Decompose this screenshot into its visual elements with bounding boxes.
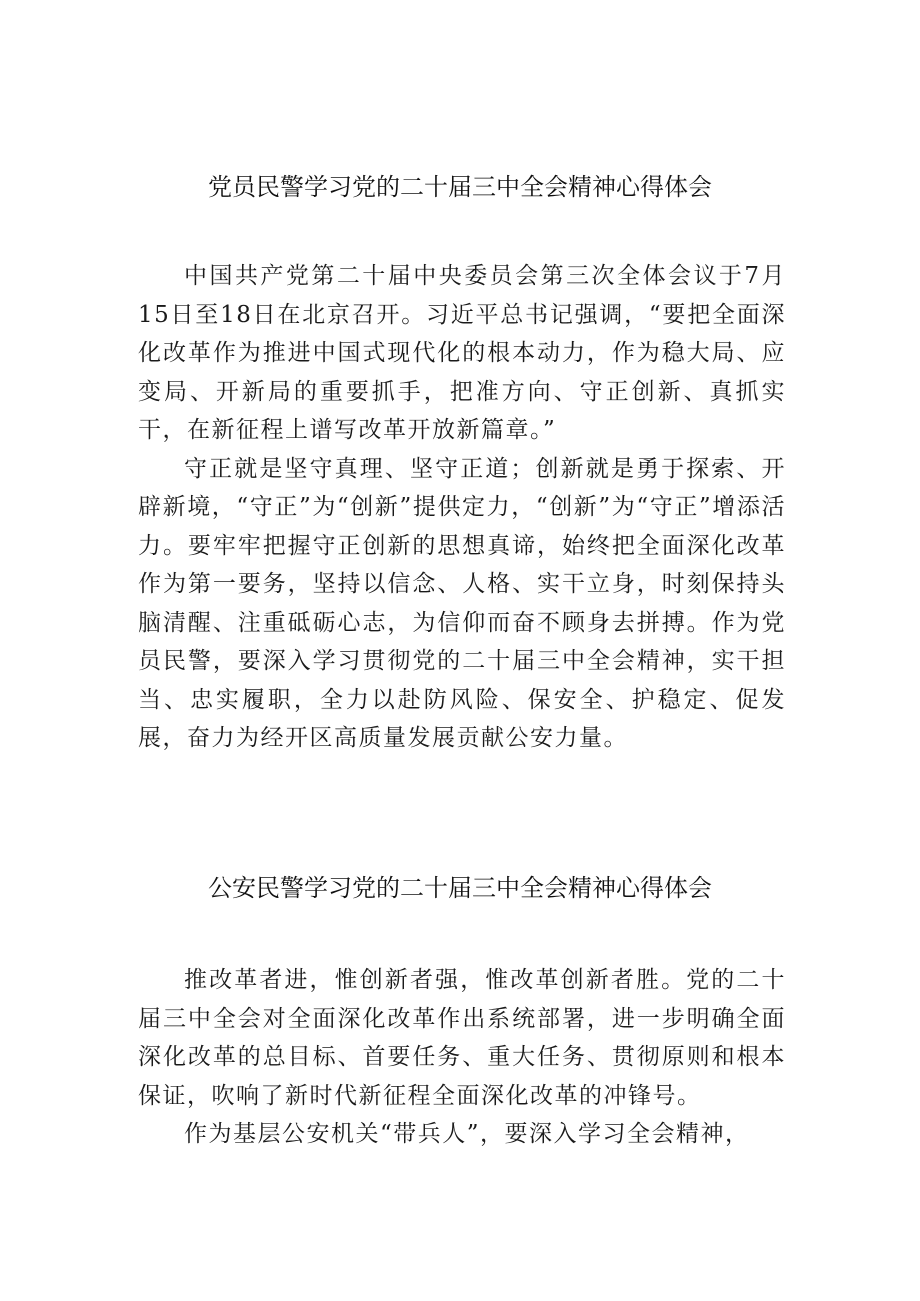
- section-2-title: 公安民警学习党的二十届三中全会精神心得体会: [208, 874, 712, 902]
- section-1-body: [138, 257, 786, 758]
- section-2-paragraph-2: 作为基层公安机关“带兵人”，要深入学习全会精神，: [184, 1121, 750, 1147]
- section-1-paragraph-1: 中国共产党第二十届中央委员会第三次全体会议于7月15日至18日在北京召开。习近平总书记强调，“要把全面深化改革作为推进中国式现代化的根本动力，作为稳大局、应变局、开新局的重要抓手，把准方向、守正创新、真抓实干，在新征程上谱写改革开放新篇章。”: [138, 263, 786, 443]
- section-1-paragraph-2: 守正就是坚守真理、坚守正道；创新就是勇于探索、开辟新境，“守正”为“创新”提供定力，“创新”为“守正”增添活力。要牢牢把握守正创新的思想真谛，始终把全面深化改革作为第一要务，坚持以信念、人格、实干立身，时刻保持头脑清醒、注重砥砺心志，为信仰而奋不顾身去拼搏。作为党员民警，要深入学习贯彻党的二十届三中全会精神，实干担当、忠实履职，全力以赴防风险、保安全、护稳定、促发展，奋力为经开区高质量发展贡献公安力量。: [138, 455, 786, 751]
- section-2-paragraph-1: 推改革者进，惟创新者强，惟改革创新者胜。党的二十届三中全会对全面深化改革作出系统部署，进一步明确全面深化改革的总目标、首要任务、重大任务、贯彻原则和根本保证，吹响了新时代新征程全面深化改革的冲锋号。: [138, 967, 786, 1109]
- section-2-body: [138, 961, 786, 1154]
- section-1-title: 党员民警学习党的二十届三中全会精神心得体会: [208, 173, 712, 201]
